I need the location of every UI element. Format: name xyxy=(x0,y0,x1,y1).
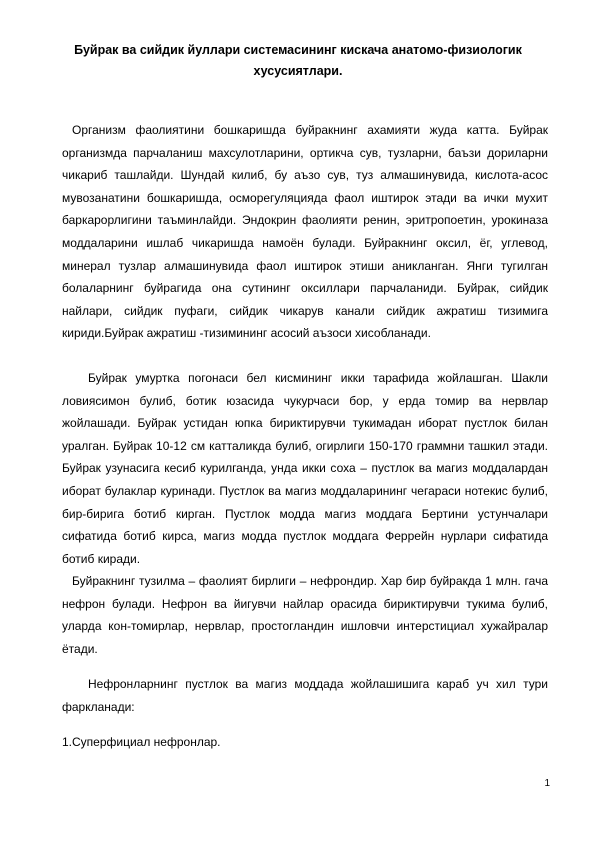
paragraph-nephron-types: Нефронларнинг пустлок ва магиз моддада жойлашишига караб уч хил тури фаркланади: xyxy=(62,677,548,714)
paragraph-kidney-anatomy: Буйрак умуртка погонаси бел кисмининг икки тарафида жойлашган. Шакли ловиясимон булиб, ботик юзасида чукурчаси бор, у ерда томир ва нервлар жойлашади. Буйрак устидан юпка бириктирувчи тукимадан иборат пустлок билан уралган. Буйрак 10-12 см катталикда булиб, огирлиги 150-170 граммни ташкил этади. Буйрак узунасига кесиб курилганда, унда икки соха – пустлок ва магиз моддалардан иборат булаклар куринади. Пустлок ва магиз моддаларининг чегараси нотекис булиб, бир-бирига ботиб кирган. Пустлок модда магиз моддага Бертини устунчалари сифатида ботиб кирса, магиз модда пустлок моддага Феррейн нурлари сифатида ботиб киради. xyxy=(62,371,548,566)
document-title: Буйрак ва сийдик йуллари системасининг кискача анатомо-физиологик хусусиятлари. xyxy=(74,43,522,78)
paragraph-kidney-functions: Организм фаолиятини бошкаришда буйракнинг ахамияти жуда катта. Буйрак организмда парчаланиш махсулотларини, ортикча сув, тузларни, баъзи дориларни чикариб ташлайди. Шундай килиб, бу аъзо сув, туз алмашинувида, кислота-асос мувозанатини бошкаришда, осморегуляцияда фаол иштирок этади ва ички мухит баркарорлигини таъминлайди. Эндокрин фаолияти ренин, эритропоетин, урокиназа моддаларини ишлаб чикаришда намоён булади. Буйракнинг оксил, ёг, углевод, минерал тузлар алмашинувида фаол иштирок этиши аникланган. Янги тугилган болаларнинг буйрагида она сутининг оксиллари парчаланиди. Буйрак, сийдик найлари, сийдик пуфаги, сийдик чикарув канали сийдик ажратиш тизимига кириди.Буйрак ажратиш -тизимининг асосий аъзоси хисобланади. xyxy=(62,123,548,341)
list-item-superficial-nephrons: 1.Суперфициал нефронлар. xyxy=(62,735,221,749)
paragraph-nephron: Буйракнинг тузилма – фаолият бирлиги – нефрондир. Хар бир буйракда 1 млн. гача нефрон булади. Нефрон ва йигувчи найлар орасида бириктирувчи тукима булиб, уларда кон-томирлар, нервлар, простогландин ишловчи интерстициал хужайралар ётади. xyxy=(62,574,548,656)
page-number: 1 xyxy=(544,778,550,789)
